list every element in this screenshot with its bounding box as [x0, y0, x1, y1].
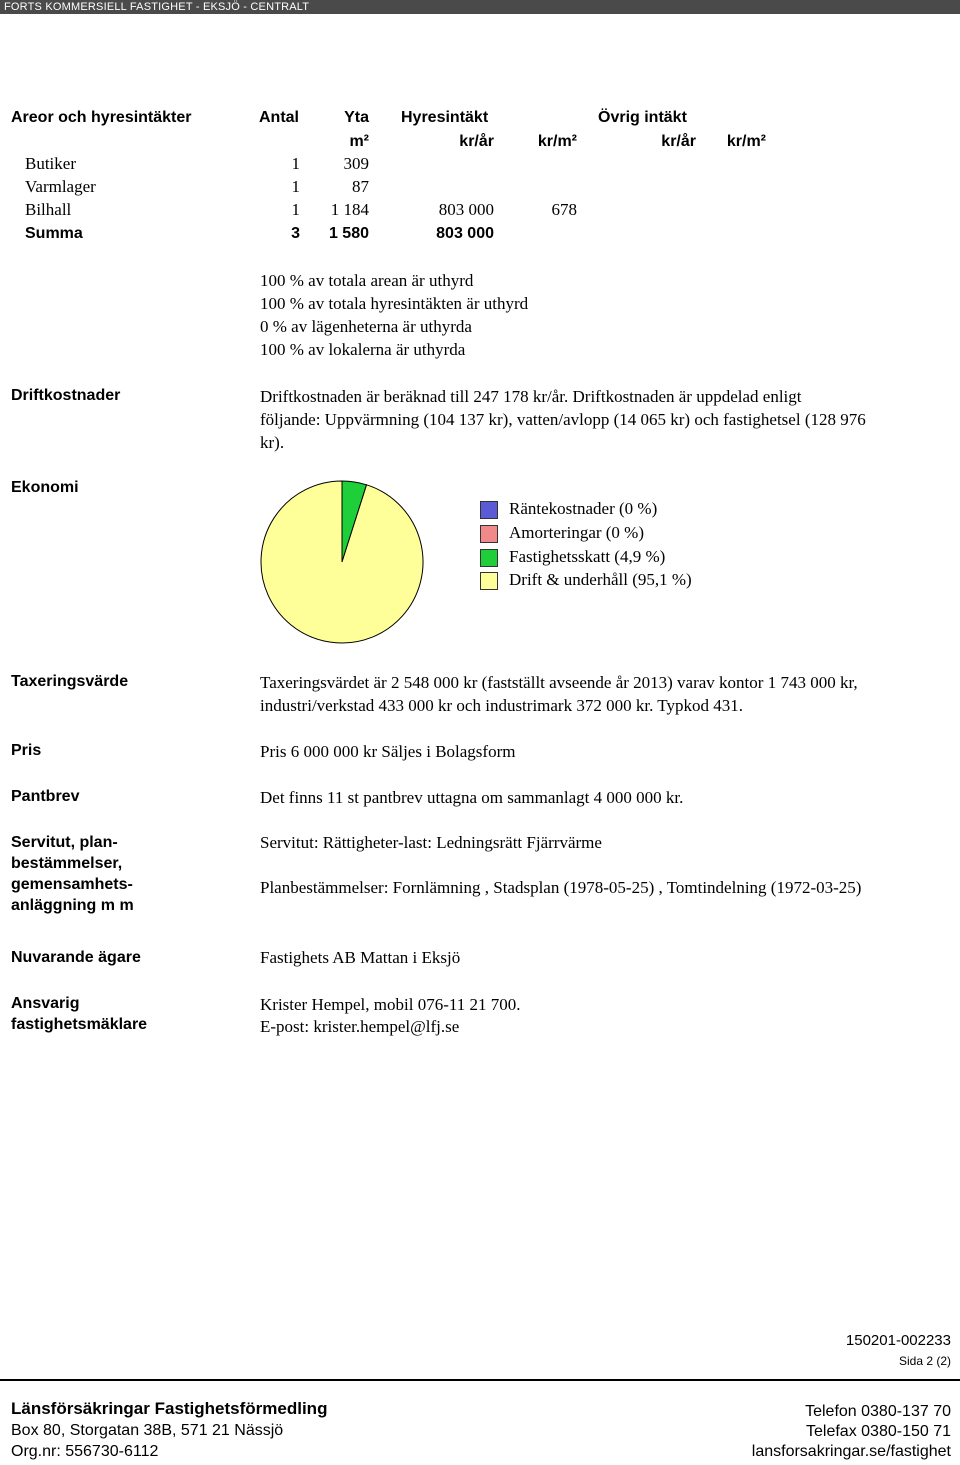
label-ansvarig: fastighetsmäklare [11, 1016, 148, 1033]
label-pantbrev: Pantbrev [11, 788, 80, 805]
unit-kr-ar-ovrig: kr/år [661, 133, 696, 150]
row-name: Bilhall [25, 200, 72, 219]
total-name: Summa [25, 225, 83, 242]
total-hyr-kr-ar: 803 000 [436, 225, 494, 242]
label-ekonomi: Ekonomi [11, 479, 79, 496]
col-ovrig-intakt: Övrig intäkt [598, 109, 687, 126]
label-servitut: bestämmelser, [11, 855, 123, 872]
legend-swatch [480, 572, 498, 590]
drift-line: kr). [260, 433, 285, 452]
row-hyr-kr-ar: 803 000 [438, 200, 494, 219]
economy-pie-chart [252, 472, 432, 652]
pie-slices [261, 481, 423, 643]
label-driftkostnader: Driftkostnader [11, 387, 121, 404]
row-antal: 1 [291, 154, 300, 173]
footer-phone: Telefon 0380-137 70 [805, 1403, 951, 1420]
unit-m2: m² [349, 133, 369, 150]
col-yta: Yta [344, 109, 369, 126]
maklare-contact: Krister Hempel, mobil 076-11 21 700. [260, 995, 521, 1014]
unit-kr-m2-ovrig: kr/m² [726, 133, 766, 150]
occupancy-line: 0 % av lägenheterna är uthyrda [260, 317, 472, 336]
footer-divider [0, 1379, 960, 1381]
pantbrev-text: Det finns 11 st pantbrev uttagna om sammanlagt 4 000 000 kr. [260, 788, 684, 807]
footer-address: Box 80, Storgatan 38B, 571 21 Nässjö [11, 1422, 284, 1439]
legend-label: Amorteringar (0 %) [509, 523, 645, 542]
pris-text: Pris 6 000 000 kr Säljes i Bolagsform [260, 742, 516, 761]
agare-text: Fastighets AB Mattan i Eksjö [260, 948, 461, 967]
row-yta: 309 [343, 154, 369, 173]
row-antal: 1 [291, 200, 300, 219]
unit-kr-m2-hyr: kr/m² [537, 133, 577, 150]
legend-swatch [480, 501, 498, 519]
total-yta: 1 580 [328, 225, 369, 242]
col-antal: Antal [259, 109, 299, 126]
row-hyr-kr-m2: 678 [551, 200, 577, 219]
footer-fax: Telefax 0380-150 71 [806, 1423, 951, 1440]
label-ansvarig: Ansvarig [11, 995, 80, 1012]
label-pris: Pris [11, 742, 42, 759]
legend-swatch [480, 549, 498, 567]
legend-label: Drift & underhåll (95,1 %) [509, 570, 692, 589]
row-antal: 1 [291, 177, 300, 196]
planbestammelser-text: Planbestämmelser: Fornlämning , Stadsplan (1978-05-25) , Tomtindelning (1972-03-25) [260, 878, 862, 897]
servitut-text: Servitut: Rättigheter-last: Ledningsrätt Fjärrvärme [260, 833, 602, 852]
col-hyresintakt: Hyresintäkt [401, 109, 489, 126]
row-yta: 87 [352, 177, 369, 196]
occupancy-line: 100 % av totala hyresintäkten är uthyrd [260, 294, 529, 313]
label-taxeringsvarde: Taxeringsvärde [11, 673, 129, 690]
drift-line: följande: Uppvärmning (104 137 kr), vatten/avlopp (14 065 kr) och fastighetsel (128 976 [260, 410, 866, 429]
label-servitut: Servitut, plan- [11, 834, 118, 851]
label-servitut: gemensamhets- [11, 876, 133, 893]
row-name: Varmlager [25, 177, 96, 196]
row-yta: 1 184 [330, 200, 369, 219]
legend-swatch [480, 525, 498, 543]
occupancy-line: 100 % av totala arean är uthyrd [260, 271, 474, 290]
taxering-line: industri/verkstad 433 000 kr och industrimark 372 000 kr. Typkod 431. [260, 696, 743, 715]
page-number: Sida 2 (2) [898, 1354, 951, 1368]
pie-slice [261, 481, 423, 643]
page-header [0, 0, 960, 14]
label-servitut: anläggning m m [11, 897, 134, 914]
legend-label: Fastighetsskatt (4,9 %) [509, 547, 666, 566]
footer-orgnr: Org.nr: 556730-6112 [11, 1443, 159, 1460]
reference-number: 150201-002233 [845, 1332, 951, 1349]
header-title: FORTS KOMMERSIELL FASTIGHET - EKSJÖ - CENTRALT [4, 1, 310, 13]
occupancy-line: 100 % av lokalerna är uthyrda [260, 340, 466, 359]
total-antal: 3 [291, 225, 300, 242]
row-name: Butiker [25, 154, 76, 173]
footer-company: Länsförsäkringar Fastighetsförmedling [11, 1399, 328, 1418]
footer-web[interactable]: lansforsakringar.se/fastighet [751, 1443, 951, 1460]
legend-label: Räntekostnader (0 %) [509, 499, 658, 518]
unit-kr-ar-hyr: kr/år [459, 133, 494, 150]
taxering-line: Taxeringsvärdet är 2 548 000 kr (fastställt avseende år 2013) varav kontor 1 743 000 kr, [260, 673, 858, 692]
label-nuvarande-agare: Nuvarande ägare [11, 949, 141, 966]
drift-line: Driftkostnaden är beräknad till 247 178 kr/år. Driftkostnaden är uppdelad enligt [260, 387, 802, 406]
maklare-email: E-post: krister.hempel@lfj.se [260, 1017, 460, 1036]
section-label-areor: Areor och hyresintäkter [11, 109, 192, 126]
